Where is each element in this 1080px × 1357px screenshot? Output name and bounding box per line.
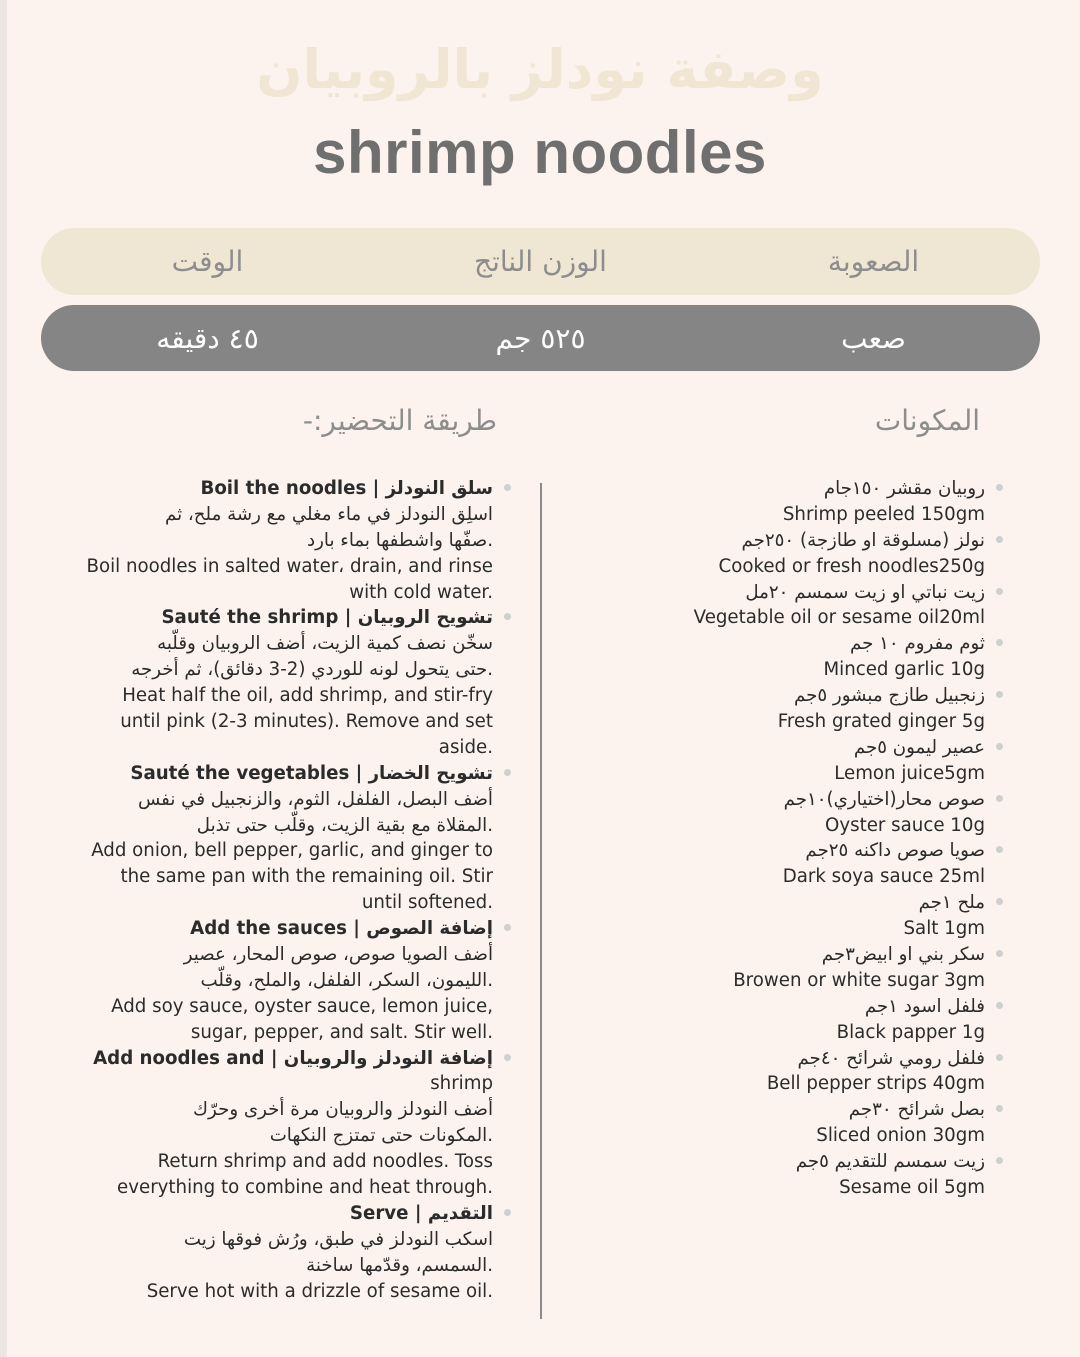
column-divider [540,483,542,1319]
method-steps [63,476,493,1305]
step-english-text: the same pan with the remaining oil. Stir [120,866,493,888]
info-values-bar [41,305,1040,371]
ingredient-arabic: زيت نباتي او زيت سمسم ٢٠مل [745,581,985,603]
ingredient-arabic: ثوم مفروم ١٠ جم [850,633,985,655]
ingredient-item [555,580,985,632]
ingredient-arabic: زنجبيل طازج مبشور ٥جم [794,685,985,707]
step-english-text: until pink (2-3 minutes). Remove and set [120,711,493,733]
bullet-icon [504,769,511,776]
bullet-icon [996,1157,1003,1164]
method-step [63,1046,493,1201]
ingredient-english: Browen or white sugar 3gm [733,969,985,991]
step-title: إضافة الصوص | Add the sauces [190,918,493,940]
ingredient-arabic: ملح ١جم [918,892,985,914]
ingredient-item [555,1097,985,1149]
ingredient-item [555,735,985,787]
step-english-text: Return shrimp and add noodles. Toss [157,1151,493,1173]
ingredient-item [555,1046,985,1098]
ingredient-arabic: زيت سمسم للتقديم ٥جم [795,1151,985,1173]
ingredients-list [555,476,985,1201]
method-step [63,605,493,760]
method-step [63,916,493,1045]
ingredient-english: Oyster sauce 10g [825,814,985,836]
step-english-text: Add soy sauce, oyster sauce, lemon juice, [111,995,493,1017]
bullet-icon [996,536,1003,543]
bullet-icon [996,743,1003,750]
ingredient-arabic: بصل شرائح ٣٠جم [848,1099,985,1121]
step-english-text: aside. [438,736,493,758]
ingredient-english: Sliced onion 30gm [816,1125,985,1147]
ingredient-english: Bell pepper strips 40gm [766,1073,985,1095]
ingredient-item [555,890,985,942]
bullet-icon [996,1105,1003,1112]
ingredient-item [555,631,985,683]
bullet-icon [504,613,511,620]
step-arabic-text: .صفّها واشطفها بماء بارد [307,529,493,551]
ingredient-item [555,528,985,580]
step-arabic-text: اسكب النودلز في طبق، ورُش فوقها زيت [183,1228,493,1250]
ingredient-arabic: صوص محار(اختياري)١٠جم [783,788,985,810]
step-title: تشويح الخضار | Sauté the vegetables [130,762,493,784]
step-arabic-text: .السمسم، وقدّمها ساخنة [306,1254,493,1276]
ingredient-arabic: نولز (مسلوقة او طازجة) ٢٥٠جم [741,529,985,551]
bullet-icon [504,924,511,931]
bullet-icon [996,898,1003,905]
method-step [63,476,493,605]
bullet-icon [996,1002,1003,1009]
step-arabic-text: .المكونات حتى تمتزج النكهات [269,1125,493,1147]
info-value-time: ٤٥ دقيقه [156,321,259,355]
ingredient-english: Dark soya sauce 25ml [782,866,985,888]
bullet-icon [996,795,1003,802]
step-english-text: Serve hot with a drizzle of sesame oil. [146,1280,493,1302]
ingredient-arabic: فلفل رومي شرائح ٤٠جم [797,1047,985,1069]
bullet-icon [996,846,1003,853]
info-header-bar [41,228,1040,295]
ingredient-english: Black papper 1g [836,1021,985,1043]
method-step [63,761,493,916]
step-english-text: with cold water. [349,581,493,603]
ingredient-english: Vegetable oil or sesame oil20ml [693,607,985,629]
left-edge-strip [0,0,7,1357]
ingredient-english: Shrimp peeled 150gm [782,503,985,525]
step-arabic-text: أضف البصل، الفلفل، الثوم، والزنجبيل في نفس [137,788,493,810]
bullet-icon [996,691,1003,698]
step-title: إضافة النودلز والروبيان | Add noodles and [93,1047,493,1069]
bullet-icon [996,484,1003,491]
method-step [63,1201,493,1305]
ingredient-arabic: روبيان مقشر ١٥٠جام [823,478,985,499]
step-arabic-text: .المقلاة مع بقية الزيت، وقلّب حتى تذبل [196,814,493,836]
info-label-difficulty: الصعوبة [827,245,920,278]
ingredients-title: المكونات [874,404,980,437]
step-arabic-text: أضف الصويا صوص، صوص المحار، عصير [183,944,493,966]
step-english-text: until softened. [361,892,493,914]
page-title-arabic: وصفة نودلز بالروبيان [256,38,824,101]
ingredient-item [555,838,985,890]
info-value-difficulty: صعب [841,321,906,355]
ingredient-arabic: صويا صوص داكنه ٢٥جم [805,840,985,862]
ingredient-item [555,787,985,839]
step-title-continued: shrimp [430,1073,493,1095]
ingredient-item [555,476,985,528]
page-title: shrimp noodles [313,119,767,186]
step-title: تشويح الروبيان | Sauté the shrimp [161,607,493,629]
step-arabic-text: اسلِق النودلز في ماء مغلي مع رشة ملح، ثم [164,503,493,525]
step-english-text: Heat half the oil, add shrimp, and stir-fry [122,685,493,707]
step-english-text: Boil noodles in salted water، drain, and rinse [86,555,493,577]
ingredient-arabic: سكر بني او ابيض٣جم [821,944,985,966]
step-title: سلق النودلز | Boil the noodles [200,478,493,499]
ingredient-english: Salt 1gm [903,918,985,940]
info-value-yield: ٥٢٥ جم [495,321,586,355]
bullet-icon [996,1054,1003,1061]
bullet-icon [996,588,1003,595]
bullet-icon [996,950,1003,957]
step-english-text: everything to combine and heat through. [117,1177,493,1199]
bullet-icon [504,1054,511,1061]
step-arabic-text: .حتى يتحول لونه للوردي (2-3 دقائق)، ثم أخرجه [131,659,493,681]
ingredient-item [555,942,985,994]
info-label-time: الوقت [171,245,244,278]
ingredient-english: Sesame oil 5gm [839,1177,985,1199]
ingredient-english: Minced garlic 10g [823,659,985,681]
step-arabic-text: .الليمون، السكر، الفلفل، والملح، وقلّب [200,969,493,991]
method-title: طريقة التحضير:- [302,404,497,437]
ingredient-item [555,994,985,1046]
ingredient-english: Fresh grated ginger 5g [777,711,985,733]
bullet-icon [504,1209,511,1216]
ingredient-english: Cooked or fresh noodles250g [718,555,985,577]
step-english-text: Add onion, bell pepper, garlic, and ginger to [91,840,493,862]
step-arabic-text: سخّن نصف كمية الزيت، أضف الروبيان وقلّبه [157,633,493,655]
step-title: التقديم | Serve [349,1202,493,1224]
ingredient-item [555,683,985,735]
step-english-text: sugar, pepper, and salt. Stir well. [190,1021,493,1043]
ingredient-arabic: فلفل اسود ١جم [864,995,985,1017]
ingredient-english: Lemon juice5gm [834,762,985,784]
bullet-icon [504,484,511,491]
ingredient-arabic: عصير ليمون ٥جم [853,736,985,758]
ingredient-item [555,1149,985,1201]
bullet-icon [996,639,1003,646]
step-arabic-text: أضف النودلز والروبيان مرة أخرى وحرّك [193,1099,493,1121]
info-label-yield: الوزن الناتج [474,245,607,278]
